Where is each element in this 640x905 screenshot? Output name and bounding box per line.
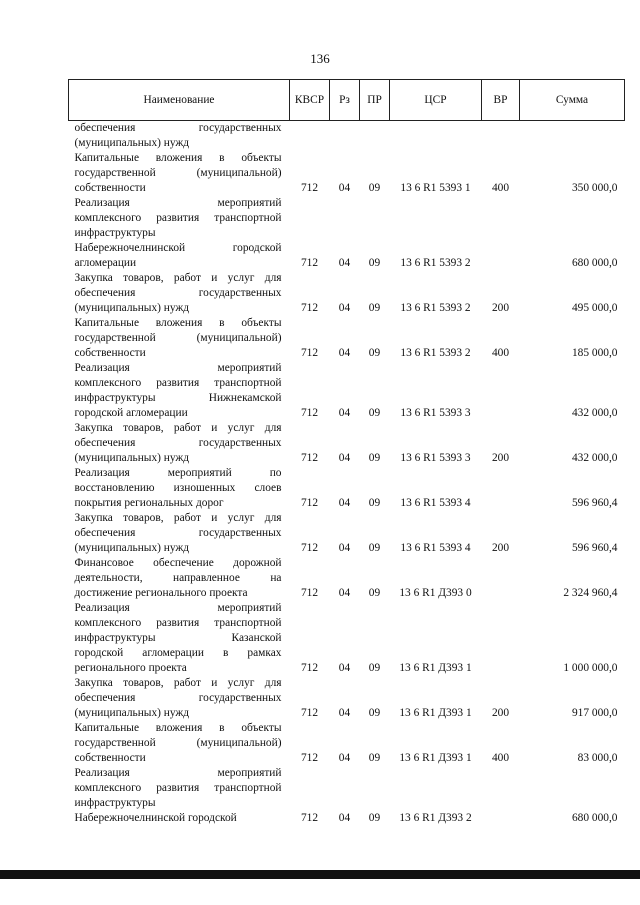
cell-vr — [482, 196, 520, 271]
table-row — [69, 511, 625, 526]
cell-rz — [330, 121, 360, 152]
cell-pr: 09 — [368, 662, 381, 674]
item-name-line: достижение регионального проекта — [74, 587, 248, 599]
cell-kvsr: 712 — [300, 182, 319, 194]
page-number: 136 — [310, 51, 330, 66]
cell-csr: 13 6 R1 5393 2 — [400, 347, 471, 359]
header-pr: ПР — [360, 80, 390, 121]
table-row — [69, 151, 625, 166]
cell-pr: 09 — [368, 407, 381, 419]
cell-rz: 04 — [338, 542, 351, 554]
cell-rz: 04 — [338, 707, 351, 719]
cell-rz: 04 — [338, 452, 351, 464]
cell-sum: 495 000,0 — [571, 302, 618, 314]
cell-vr: 200 — [491, 542, 510, 554]
table-row — [69, 316, 625, 331]
table-row — [69, 121, 625, 137]
item-name-line: комплексного развития транспортной — [74, 212, 282, 224]
cell-pr: 09 — [368, 302, 381, 314]
cell-vr: 200 — [491, 302, 510, 314]
item-name-line: Закупка товаров, работ и услуг для — [74, 422, 282, 434]
cell-sum: 680 000,0 — [571, 812, 618, 824]
cell-sum: 596 960,4 — [571, 542, 618, 554]
cell-csr: 13 6 R1 Д393 0 — [399, 587, 472, 599]
cell-vr — [482, 121, 520, 152]
cell-pr: 09 — [368, 587, 381, 599]
cell-kvsr: 712 — [300, 497, 319, 509]
item-name-line: собственности — [74, 182, 146, 194]
item-name-line: обеспечения государственных — [74, 527, 282, 539]
item-name-line: обеспечения государственных — [74, 287, 282, 299]
item-name-line: (муниципальных) нужд — [74, 707, 190, 719]
cell-kvsr: 712 — [300, 812, 319, 824]
cell-rz: 04 — [338, 407, 351, 419]
cell-vr: 200 — [491, 707, 510, 719]
table-row — [69, 556, 625, 571]
item-name-line: обеспечения государственных — [74, 122, 282, 134]
item-name-line: собственности — [74, 347, 146, 359]
header-csr: ЦСР — [390, 80, 482, 121]
cell-sum: 185 000,0 — [571, 347, 618, 359]
cell-rz: 04 — [338, 257, 351, 269]
item-name-line: инфраструктуры — [74, 797, 156, 809]
cell-kvsr: 712 — [300, 452, 319, 464]
item-name-line: Реализация мероприятий — [74, 602, 282, 614]
item-name-line: собственности — [74, 752, 146, 764]
item-name-line: государственной (муниципальной) — [74, 167, 282, 179]
item-name-line: обеспечения государственных — [74, 437, 282, 449]
item-name-line: Набережночелнинской городской — [74, 242, 282, 254]
cell-sum: 917 000,0 — [571, 707, 618, 719]
table-row — [69, 271, 625, 286]
cell-kvsr: 712 — [300, 542, 319, 554]
cell-rz: 04 — [338, 752, 351, 764]
item-name-line: (муниципальных) нужд — [74, 302, 190, 314]
item-name-line: инфраструктуры Казанской — [74, 632, 282, 644]
cell-kvsr: 712 — [300, 407, 319, 419]
cell-sum: 432 000,0 — [571, 407, 618, 419]
cell-vr: 400 — [491, 347, 510, 359]
cell-vr — [482, 466, 520, 511]
item-name-line: Реализация мероприятий — [74, 767, 282, 779]
cell-csr: 13 6 R1 5393 2 — [400, 257, 471, 269]
cell-csr: 13 6 R1 5393 2 — [400, 302, 471, 314]
cell-vr: 400 — [491, 182, 510, 194]
item-name-line: обеспечения государственных — [74, 692, 282, 704]
item-name-line: покрытия региональных дорог — [74, 497, 224, 509]
cell-sum: 596 960,4 — [571, 497, 618, 509]
item-name-line: регионального проекта — [74, 662, 187, 674]
table-row — [69, 601, 625, 616]
cell-sum: 1 000 000,0 — [563, 662, 618, 674]
cell-kvsr: 712 — [300, 347, 319, 359]
cell-csr: 13 6 R1 Д393 1 — [399, 707, 472, 719]
table-row — [69, 676, 625, 691]
table-row — [69, 466, 625, 481]
header-sum: Сумма — [520, 80, 625, 121]
item-name-line: комплексного развития транспортной — [74, 782, 282, 794]
header-kvsr: КВСР — [290, 80, 330, 121]
cell-kvsr: 712 — [300, 662, 319, 674]
item-name-line: (муниципальных) нужд — [74, 137, 190, 149]
cell-pr: 09 — [368, 182, 381, 194]
item-name-line: инфраструктуры — [74, 227, 156, 239]
cell-kvsr — [290, 121, 330, 152]
cell-vr: 200 — [491, 452, 510, 464]
item-name-line: Финансовое обеспечение дорожной — [74, 557, 282, 569]
item-name-line: (муниципальных) нужд — [74, 452, 190, 464]
item-name-line: Капитальные вложения в объекты — [74, 152, 282, 164]
item-name-line: Закупка товаров, работ и услуг для — [74, 512, 282, 524]
cell-sum: 432 000,0 — [571, 452, 618, 464]
cell-kvsr: 712 — [300, 752, 319, 764]
cell-pr: 09 — [368, 257, 381, 269]
table-row — [69, 421, 625, 436]
cell-vr — [482, 556, 520, 601]
budget-table — [68, 79, 625, 826]
cell-pr: 09 — [368, 347, 381, 359]
table-row — [69, 721, 625, 736]
cell-sum: 680 000,0 — [571, 257, 618, 269]
cell-csr: 13 6 R1 Д393 2 — [399, 812, 472, 824]
cell-rz: 04 — [338, 812, 351, 824]
cell-rz: 04 — [338, 302, 351, 314]
cell-vr: 400 — [491, 752, 510, 764]
item-name-line: Закупка товаров, работ и услуг для — [74, 272, 282, 284]
header-rz: Рз — [330, 80, 360, 121]
item-name-line: восстановлению изношенных слоев — [74, 482, 282, 494]
cell-rz: 04 — [338, 587, 351, 599]
item-name-line: городской агломерации — [74, 407, 188, 419]
cell-pr — [360, 121, 390, 152]
cell-csr: 13 6 R1 5393 3 — [400, 407, 471, 419]
cell-pr: 09 — [368, 542, 381, 554]
cell-kvsr: 712 — [300, 257, 319, 269]
cell-sum: 83 000,0 — [577, 752, 618, 764]
cell-pr: 09 — [368, 812, 381, 824]
header-vr: ВР — [482, 80, 520, 121]
item-name-line: Закупка товаров, работ и услуг для — [74, 677, 282, 689]
cell-vr — [482, 601, 520, 676]
item-name-line: инфраструктуры Нижнекамской — [74, 392, 282, 404]
cell-sum — [520, 121, 625, 152]
cell-csr — [390, 121, 482, 152]
cell-sum: 350 000,0 — [571, 182, 618, 194]
header-name: Наименование — [69, 80, 290, 121]
bottom-scan-border — [0, 870, 640, 879]
cell-csr: 13 6 R1 5393 1 — [400, 182, 471, 194]
cell-csr: 13 6 R1 Д393 1 — [399, 752, 472, 764]
item-name-line: комплексного развития транспортной — [74, 377, 282, 389]
item-name-line: Капитальные вложения в объекты — [74, 722, 282, 734]
cell-rz: 04 — [338, 662, 351, 674]
item-name-line: государственной (муниципальной) — [74, 332, 282, 344]
cell-csr: 13 6 R1 Д393 1 — [399, 662, 472, 674]
cell-csr: 13 6 R1 5393 3 — [400, 452, 471, 464]
cell-csr: 13 6 R1 5393 4 — [400, 542, 471, 554]
cell-pr: 09 — [368, 752, 381, 764]
cell-pr: 09 — [368, 707, 381, 719]
item-name-line: Реализация мероприятий — [74, 362, 282, 374]
item-name-line: комплексного развития транспортной — [74, 617, 282, 629]
cell-pr: 09 — [368, 452, 381, 464]
cell-kvsr: 712 — [300, 707, 319, 719]
item-name-line: государственной (муниципальной) — [74, 737, 282, 749]
cell-rz: 04 — [338, 347, 351, 359]
cell-kvsr: 712 — [300, 302, 319, 314]
item-name-line: Набережночелнинской городской — [74, 812, 237, 824]
item-name-line: Реализация мероприятий — [74, 197, 282, 209]
cell-kvsr: 712 — [300, 587, 319, 599]
cell-vr — [482, 361, 520, 421]
table-row — [69, 196, 625, 211]
cell-vr — [482, 766, 520, 826]
item-name-line: городской агломерации в рамках — [74, 647, 282, 659]
item-name-line: деятельности, направленное на — [74, 572, 282, 584]
cell-csr: 13 6 R1 5393 4 — [400, 497, 471, 509]
item-name-line: Реализация мероприятий по — [74, 467, 282, 479]
cell-rz: 04 — [338, 497, 351, 509]
header-row — [69, 80, 625, 121]
cell-rz: 04 — [338, 182, 351, 194]
table-row — [69, 361, 625, 376]
table-row — [69, 766, 625, 781]
cell-pr: 09 — [368, 497, 381, 509]
item-name-line: (муниципальных) нужд — [74, 542, 190, 554]
item-name-line: Капитальные вложения в объекты — [74, 317, 282, 329]
item-name-line: агломерации — [74, 257, 137, 269]
cell-sum: 2 324 960,4 — [563, 587, 618, 599]
table-body — [69, 121, 625, 827]
